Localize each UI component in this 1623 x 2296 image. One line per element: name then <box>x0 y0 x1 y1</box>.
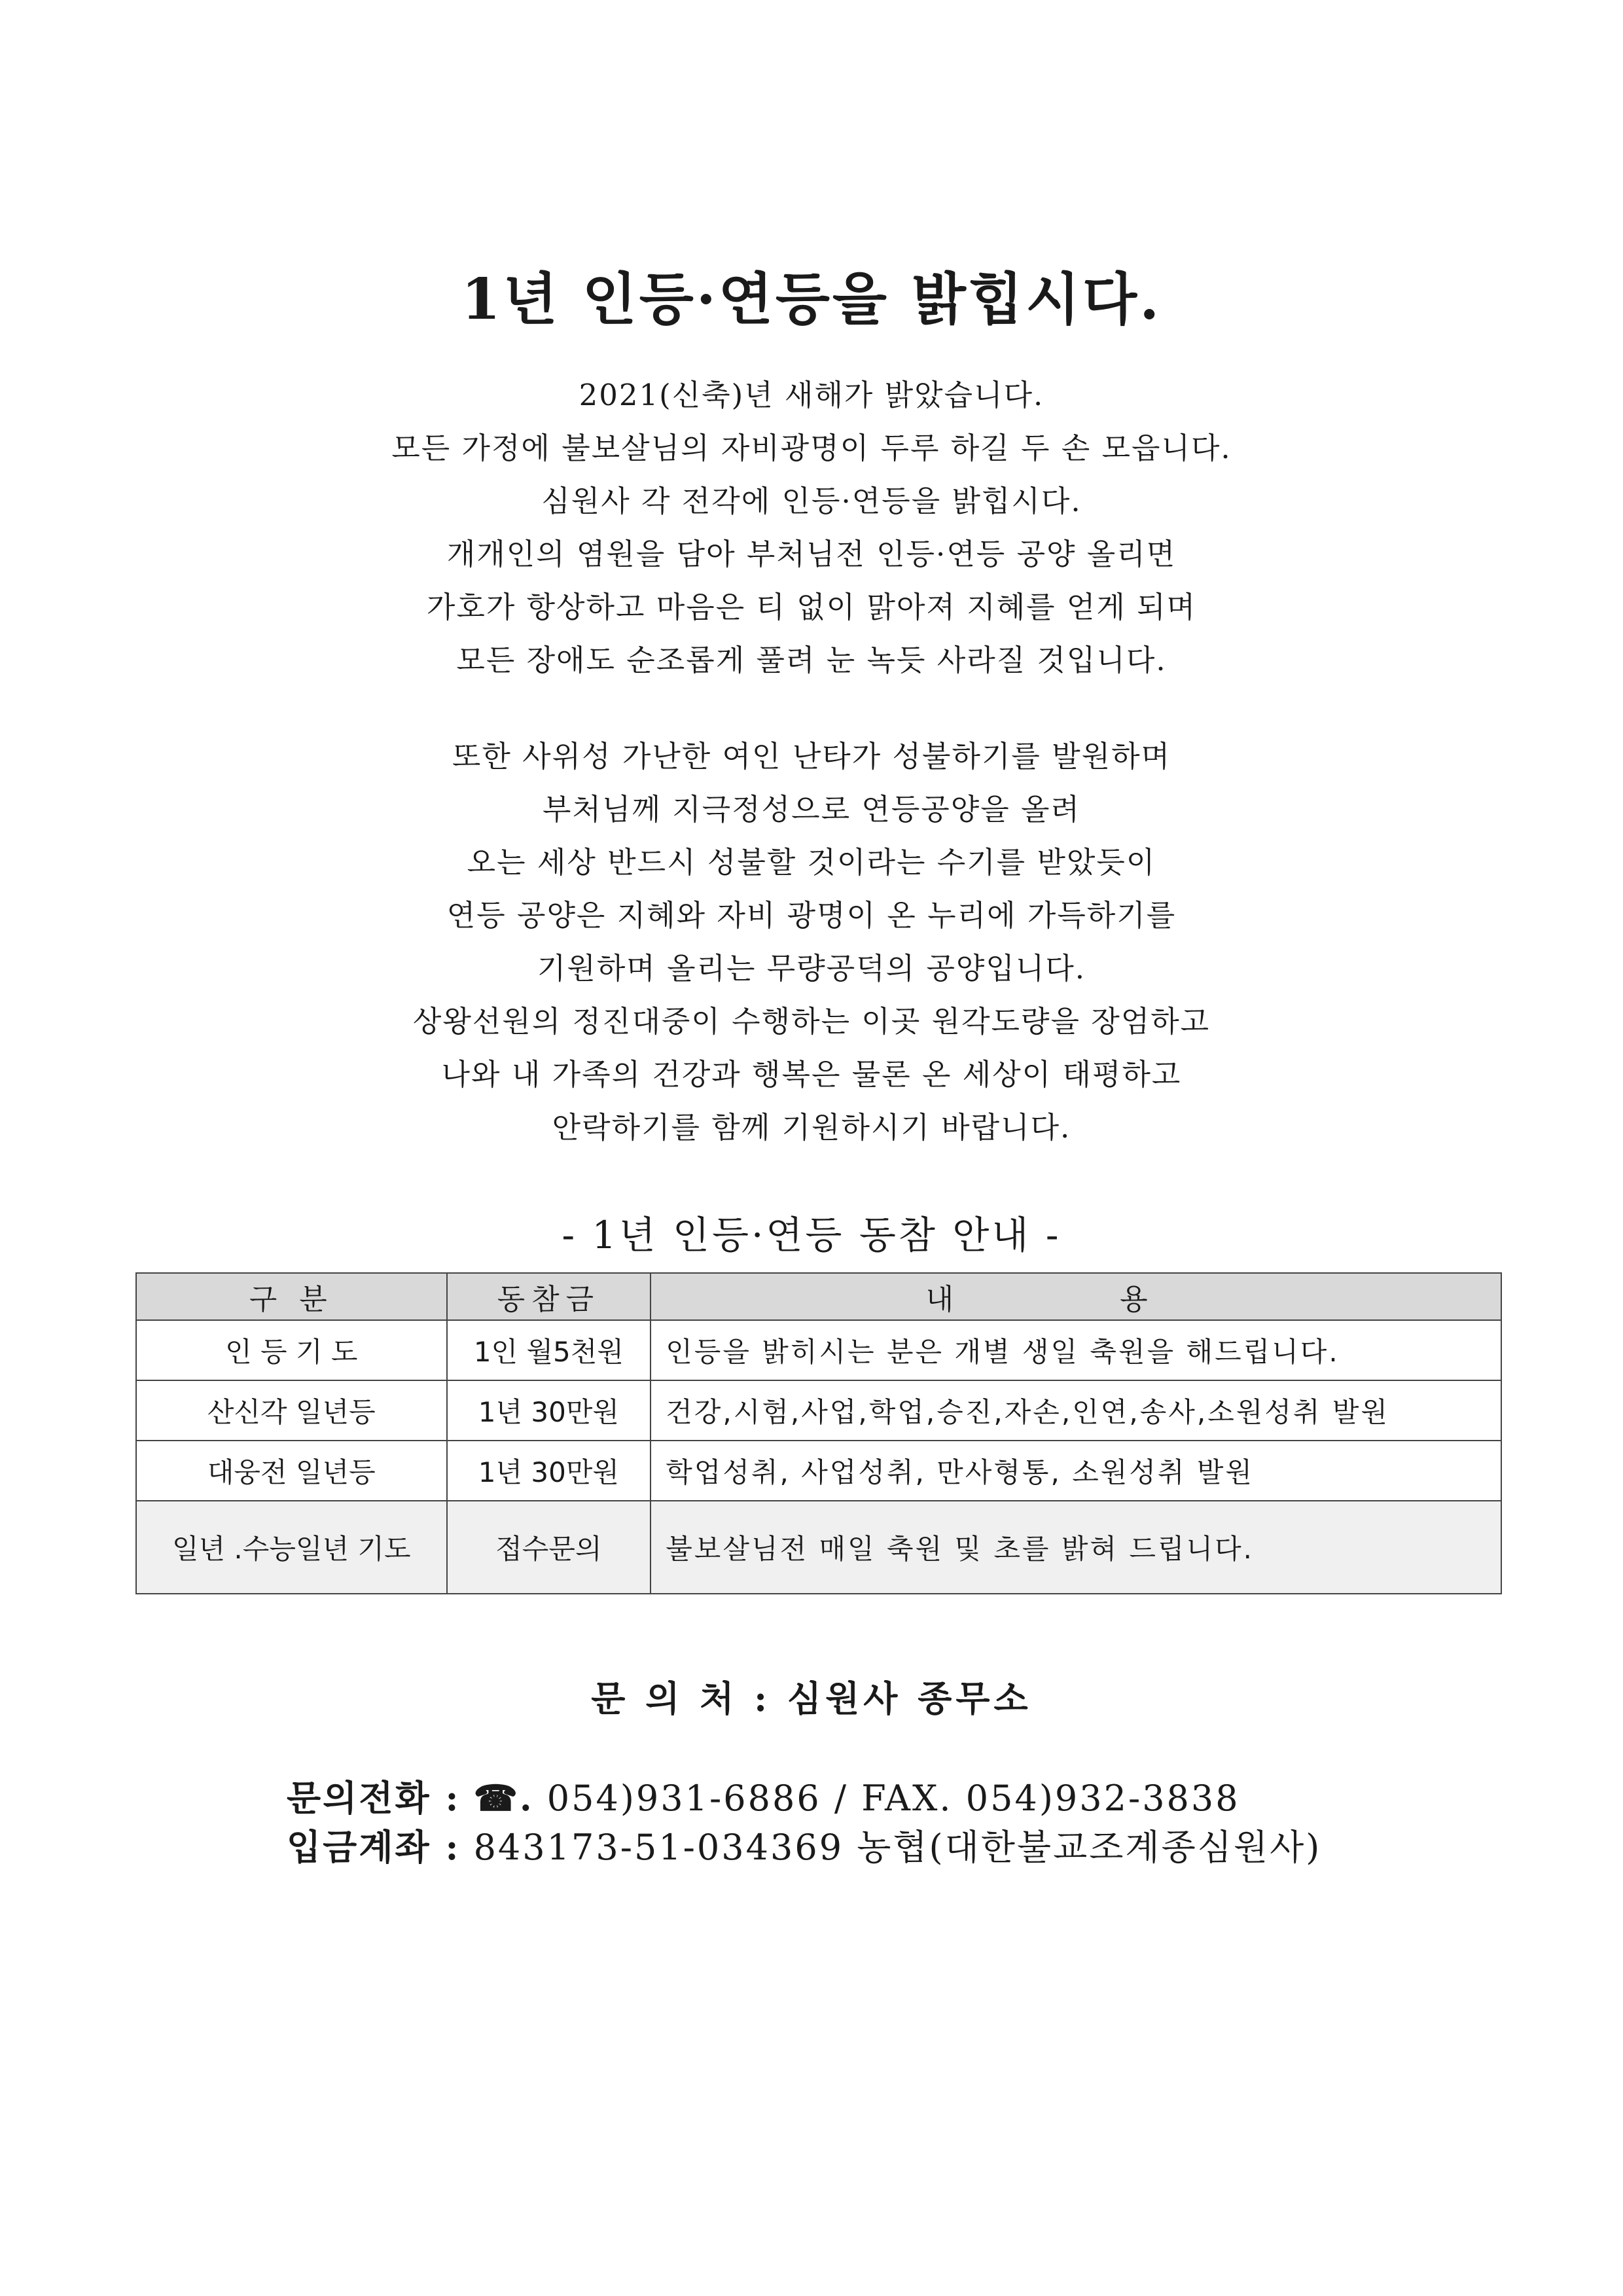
header-content: 내 용 <box>651 1273 1501 1320</box>
intro-line: 개개인의 염원을 담아 부처님전 인등·연등 공양 올리면 <box>446 537 1177 571</box>
cell-content: 학업성취, 사업성취, 만사형통, 소원성취 발원 <box>651 1441 1501 1501</box>
account-line <box>287 1820 1321 1870</box>
table-row <box>136 1320 1501 1380</box>
participation-table <box>135 1272 1502 1594</box>
intro-line: 심원사 각 전각에 인등·연등을 밝힙시다. <box>541 484 1082 518</box>
header-fee: 동참금 <box>447 1273 651 1320</box>
table-row <box>136 1380 1501 1441</box>
intro-line: 2021(신축)년 새해가 밝았습니다. <box>579 378 1044 412</box>
cell-category: 인 등 기 도 <box>136 1320 447 1380</box>
phone-label: 문의전화 : <box>287 1777 461 1819</box>
table-row <box>136 1441 1501 1501</box>
intro-line: 또한 사위성 가난한 여인 난타가 성불하기를 발원하며 <box>452 739 1171 774</box>
cell-fee: 접수문의 <box>447 1501 651 1594</box>
intro-line: 오는 세상 반드시 성불할 것이라는 수기를 받았듯이 <box>467 845 1156 880</box>
account-label: 입금계좌 : <box>287 1826 461 1868</box>
intro-paragraph-1 <box>0 368 1623 687</box>
phone-line <box>287 1770 1240 1821</box>
cell-fee: 1년 30만원 <box>447 1380 651 1441</box>
table-header-row <box>136 1273 1501 1320</box>
phone-fax-value: 054)931-6886 / FAX. 054)932-3838 <box>546 1778 1240 1819</box>
cell-content: 불보살님전 매일 축원 및 초를 밝혀 드립니다. <box>651 1501 1501 1594</box>
cell-fee: 1인 월5천원 <box>447 1320 651 1380</box>
table-row <box>136 1501 1501 1594</box>
phone-icon: ☎. <box>473 1777 534 1819</box>
intro-line: 상왕선원의 정진대중이 수행하는 이곳 원각도량을 장엄하고 <box>412 1004 1211 1039</box>
cell-category: 산신각 일년등 <box>136 1380 447 1441</box>
intro-paragraph-2 <box>0 730 1623 1154</box>
cell-category: 일년 .수능일년 기도 <box>136 1501 447 1594</box>
intro-line: 기원하며 올리는 무량공덕의 공양입니다. <box>537 951 1086 986</box>
cell-content: 인등을 밝히시는 분은 개별 생일 축원을 해드립니다. <box>651 1320 1501 1380</box>
cell-content: 건강,시험,사업,학업,승진,자손,인연,송사,소원성취 발원 <box>651 1380 1501 1441</box>
intro-line: 나와 내 가족의 건강과 행복은 물론 온 세상이 태평하고 <box>441 1057 1182 1092</box>
intro-line: 부처님께 지극정성으로 연등공양을 올려 <box>543 792 1080 827</box>
table-subtitle: - 1년 인등·연등 동참 안내 - <box>562 1213 1061 1257</box>
intro-line: 가호가 항상하고 마음은 티 없이 맑아져 지혜를 얻게 되며 <box>426 590 1197 624</box>
cell-category: 대웅전 일년등 <box>136 1441 447 1501</box>
header-category: 구 분 <box>136 1273 447 1320</box>
cell-fee: 1년 30만원 <box>447 1441 651 1501</box>
account-value: 843173-51-034369 농협(대한불교조계종심원사) <box>473 1827 1322 1868</box>
contact-office: 문 의 처 : 심원사 종무소 <box>591 1677 1032 1719</box>
intro-line: 연등 공양은 지혜와 자비 광명이 온 누리에 가득하기를 <box>446 898 1177 933</box>
intro-line: 안락하기를 함께 기원하시기 바랍니다. <box>552 1110 1071 1145</box>
page-title: 1년 인등·연등을 밝힙시다. <box>461 266 1162 332</box>
intro-line: 모든 장애도 순조롭게 풀려 눈 녹듯 사라질 것입니다. <box>456 643 1167 677</box>
intro-line: 모든 가정에 불보살님의 자비광명이 두루 하길 두 손 모읍니다. <box>391 431 1232 465</box>
